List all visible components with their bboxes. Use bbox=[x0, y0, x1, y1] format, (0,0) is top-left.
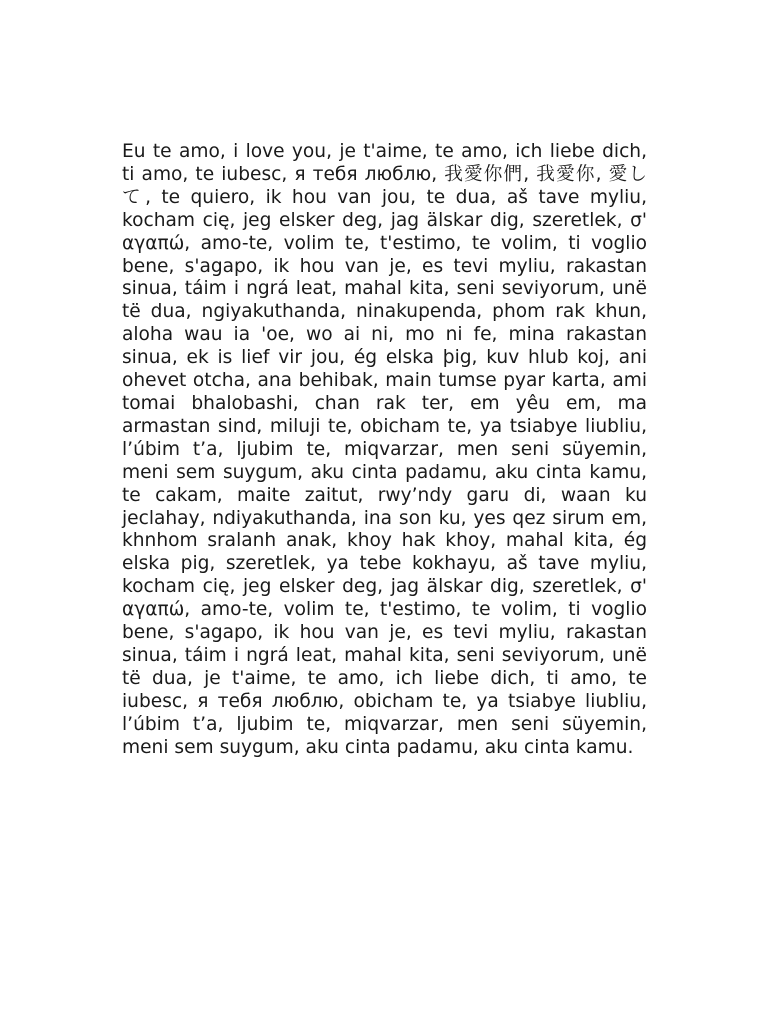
body-paragraph: Eu te amo, i love you, je t'aime, te amo, ich liebe dich, ti amo, te iubesc, я тебя люблю, 我愛你們, 我愛你, 愛して, te quiero, ik hou van jou, te dua, aš tave myliu, kocham cię, jeg elsker deg, jag älskar dig, szeretlek, σ' αγαπώ, amo-te, volim te, t'estimo, te volim, ti voglio bene, s'agapo, ik hou van je, es tevi myliu, rakastan sinua, táim i ngrá leat, mahal kita, seni seviyorum, unë të dua, ngiyakuthanda, ninakupenda, phom rak khun, aloha wau ia 'oe, wo ai ni, mo ni fe, mina rakastan sinua, ek is lief vir jou, ég elska þig, kuv hlub koj, ani ohevet otcha, ana behibak, main tumse pyar karta, ami tomai bhalobashi, chan rak ter, em yêu em, ma armastan sind, miluji te, obicham te, ya tsiabye liubliu, l’úbim t’a, ljubim te, miqvarzar, men seni süyemin, meni sem suygum, aku cinta padamu, aku cinta kamu, te cakam, maite zaitut, rwy’ndy garu di, waan ku jeclahay, ndiyakuthanda, ina son ku, yes qez sirum em, khnhom sralanh anak, khoy hak khoy, mahal kita, ég elska pig, szeretlek, ya tebe kokhayu, aš tave myliu, kocham cię, jeg elsker deg, jag älskar dig, szeretlek, σ' αγαπώ, amo-te, volim te, t'estimo, te volim, ti voglio bene, s'agapo, ik hou van je, es tevi myliu, rakastan sinua, táim i ngrá leat, mahal kita, seni seviyorum, unë të dua, je t'aime, te amo, ich liebe dich, ti amo, te iubesc, я тебя люблю, obicham te, ya tsiabye liubliu, l’úbim t’a, ljubim te, miqvarzar, men seni süyemin, meni sem suygum, aku cinta padamu, aku cinta kamu. bbox=[122, 141, 647, 758]
